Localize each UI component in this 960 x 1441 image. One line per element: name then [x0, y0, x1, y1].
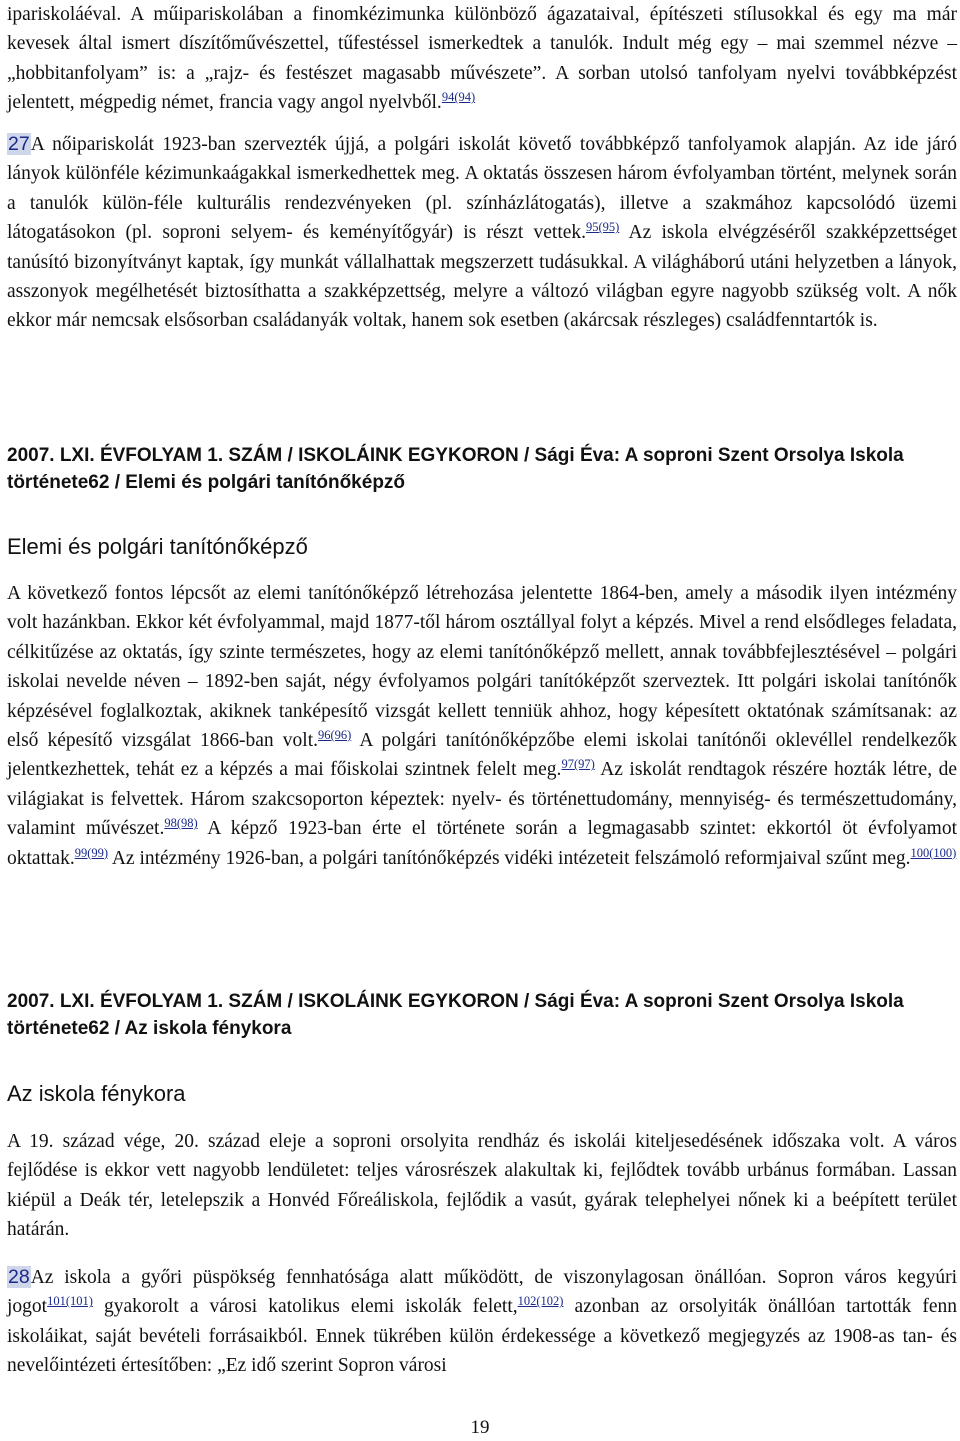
- paragraph-continued-courses: [7, 0, 957, 118]
- page-marker-27[interactable]: 27: [8, 133, 30, 155]
- paragraph-text: Az iskola a győri püspökség fennhatósága alatt működött, de viszonylagosan önállóan. Sopron város kegyúri jogot: [7, 1267, 957, 1318]
- section-heading-elemi: Elemi és polgári tanítónőképző: [7, 534, 308, 559]
- footnote-link-94[interactable]: 94(94): [441, 90, 476, 105]
- page-marker-28[interactable]: 28: [8, 1266, 30, 1288]
- footnote-link-96[interactable]: 96(96): [317, 728, 352, 743]
- section-heading-fenykora: Az iskola fénykora: [7, 1081, 186, 1106]
- footnote-link-98[interactable]: 98(98): [164, 816, 198, 831]
- footnote-link-99[interactable]: 99(99): [74, 845, 109, 860]
- paragraph-text: Az iskola elvégzéséről szakképzettséget tanúsító bizonyítványt kaptak, így munkát vállalhattak megszerzett tudásukkal. A világháború utáni helyzetben a lányok, asszonyok megélhetését biztosíthatta a szakképzettség, melyre a változó világban egyre nagyobb szükség volt. A nők ekkor már nemcsak elsősorban családanyák voltak, hanem sok esetben (akárcsak részleges) családfenntartók is.: [7, 222, 957, 332]
- paragraph-text: ipariskoláéval. A műipariskolában a finomkézimunka különböző ágazataival, építészeti stílusokkal és egy ma már kevesek által ismert díszítőművészettel, tűfestéssel ismerkedtek a tanulók. Indult még egy – mai szemmel nézve – „hobbitanfolyam” is: a „rajz- és festészet magasabb művészete”. A sorban utolsó tanfolyam nyelvi továbbképzést jelentett, mégpedig német, francia vagy angol nyelvből.: [7, 4, 957, 114]
- footnote-link-95[interactable]: 95(95): [586, 220, 620, 235]
- paragraph-text: azonban az orsolyiták önállóan tartották fenn iskoláikat, saját bevételi forrásaikból. Ennek tükrében külön érdekessége a következő megjegyzés az 1908-as tan- és nevelőintézeti értesítőben: „Ez idő szerint Sopron városi: [7, 1296, 957, 1377]
- breadcrumb-fenykora[interactable]: 2007. LXI. ÉVFOLYAM 1. SZÁM / ISKOLÁINK EGYKORON / Sági Éva: A soproni Szent Orsolya Iskola története62 / Az iskola fénykora: [7, 991, 904, 1039]
- footnote-link-102[interactable]: 102(102): [517, 1294, 564, 1309]
- paragraph-text: A nőipariskolát 1923-ban szervezték újjá, a polgári iskolát követő továbbképző tanfolyamok alapján. Az ide járó lányok különféle kézimunkaágakkal ismerkedhettek meg. A oktatás összesen három évfolyamban történt, melynek során a tanulók külön-féle kulturális rendezvényeken (pl. színházlátogatás), illetve a szakmához kapcsolódó üzemi látogatásokon (pl. soproni selyem- és keményítőgyár) is részt vettek.: [7, 134, 957, 244]
- footnote-link-97[interactable]: 97(97): [561, 757, 595, 772]
- paragraph-text: A polgári tanítónőképzőbe elemi iskolai tanítónői oklevéllel rendelkezők jelentkezhettek, tehát ez a képzés a mai főiskolai szintnek felelt meg.: [7, 730, 957, 781]
- page-number: 19: [470, 1417, 490, 1438]
- breadcrumb-elemi[interactable]: 2007. LXI. ÉVFOLYAM 1. SZÁM / ISKOLÁINK EGYKORON / Sági Éva: A soproni Szent Orsolya Iskola története62 / Elemi és polgári tanítónőképző: [7, 445, 904, 493]
- paragraph-fenykora: [7, 1127, 957, 1245]
- paragraph-text: A 19. század vége, 20. század eleje a soproni orsolyita rendház és iskolái kiteljesedésének időszaka volt. A város fejlődése is ekkor vett nagyobb lendületet: teljes városrészek alakultak ki, fejlődtek tovább urbánus formában. Lassan kiépül a Deák tér, letelepszik a Honvéd Főreáliskola, fejlődik a vasút, gyárak telephelyei nőnek ki a beépített terület határán.: [7, 1131, 957, 1241]
- footnote-link-101[interactable]: 101(101): [47, 1294, 93, 1309]
- paragraph-gyori-puspokseg: [7, 1263, 957, 1381]
- paragraph-tanitonokepzo: [7, 579, 957, 873]
- paragraph-noiparikola: [7, 130, 957, 336]
- paragraph-text: Az intézmény 1926-ban, a polgári tanítónőképzés vidéki intézeteit felszámoló reformjaival szűnt meg.: [108, 847, 911, 869]
- paragraph-text: gyakorolt a városi katolikus elemi iskolák felett,: [92, 1296, 518, 1318]
- paragraph-text: A képző 1923-ban érte el története során a legmagasabb szintet: ekkortól öt évfolyamot oktattak.: [7, 818, 957, 869]
- paragraph-text: Az iskolát rendtagok részére hozták létre, de világiakat is felvettek. Három szakcsoporton képeztek: nyelv- és történettudomány, mennyiség- és természettudomány, valamint művészet.: [7, 759, 957, 840]
- footnote-link-100[interactable]: 100(100): [910, 845, 957, 860]
- paragraph-text: A következő fontos lépcsőt az elemi tanítónőképző létrehozása jelentette 1864-ben, amely a második ilyen intézmény volt hazánkban. Ekkor két évfolyammal, majd 1877-től három osztállyal folyt a képzés. Mivel a rend elsődleges feladata, célkitűzése az oktatás, így szinte természetes, hogy az elemi tanítónőképző mellett, annak továbbfejlesztésével – polgári iskolai nevelde néven – 1892-ben saját, négy évfolyamos polgári tanítóképzőt szerveztek. Itt polgári iskolai tanítónők képzésével foglalkoztak, akiknek tanképesítő vizsgát kellett tenniük ahhoz, hogy képesített oktatónak számítsanak: az első képesítő vizsgálat 1866-ban volt.: [7, 583, 957, 752]
